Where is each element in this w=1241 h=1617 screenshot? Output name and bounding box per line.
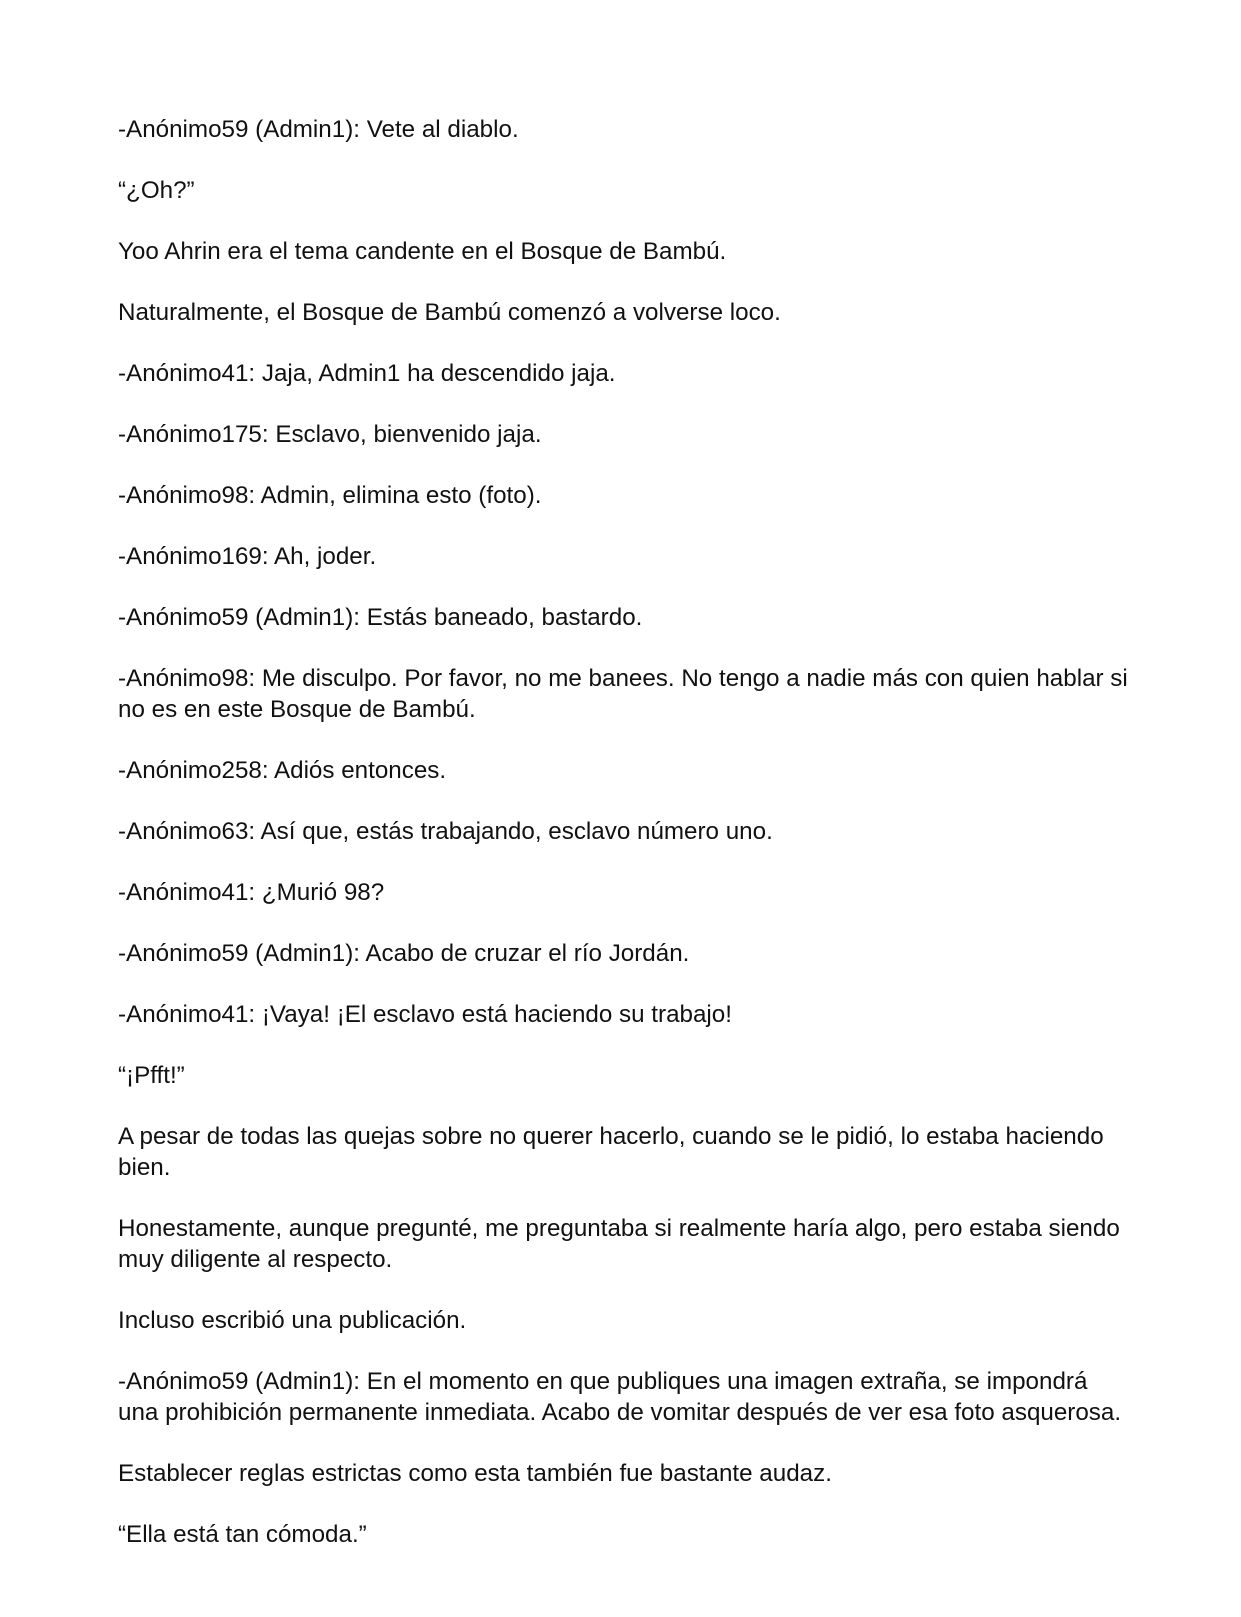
paragraph: -Anónimo59 (Admin1): Acabo de cruzar el río Jordán. [118, 940, 690, 967]
paragraph: Incluso escribió una publicación. [118, 1307, 467, 1334]
paragraph: -Anónimo63: Así que, estás trabajando, esclavo número uno. [118, 818, 773, 845]
paragraph: -Anónimo59 (Admin1): En el momento en que publiques una imagen extraña, se impondrá una prohibición permanente inmediata. Acabo de vomitar después de ver esa foto asquerosa. [118, 1368, 1122, 1426]
paragraph: -Anónimo59 (Admin1): Estás baneado, bastardo. [118, 604, 643, 631]
paragraph: “¿Oh?” [118, 177, 195, 204]
paragraph: -Anónimo41: ¡Vaya! ¡El esclavo está haciendo su trabajo! [118, 1001, 732, 1028]
paragraph: -Anónimo41: ¿Murió 98? [118, 879, 385, 906]
document-body [118, 114, 1128, 1580]
paragraph: -Anónimo175: Esclavo, bienvenido jaja. [118, 421, 542, 448]
paragraph: -Anónimo169: Ah, joder. [118, 543, 377, 570]
paragraph: -Anónimo98: Admin, elimina esto (foto). [118, 482, 542, 509]
paragraph: Yoo Ahrin era el tema candente en el Bosque de Bambú. [118, 238, 727, 265]
paragraph: -Anónimo98: Me disculpo. Por favor, no me banees. No tengo a nadie más con quien hablar si no es en este Bosque de Bambú. [118, 665, 1128, 723]
paragraph: A pesar de todas las quejas sobre no querer hacerlo, cuando se le pidió, lo estaba haciendo bien. [118, 1123, 1104, 1181]
paragraph: Establecer reglas estrictas como esta también fue bastante audaz. [118, 1460, 832, 1487]
paragraph: Naturalmente, el Bosque de Bambú comenzó a volverse loco. [118, 299, 781, 326]
paragraph: -Anónimo258: Adiós entonces. [118, 757, 447, 784]
paragraph: Honestamente, aunque pregunté, me preguntaba si realmente haría algo, pero estaba siendo muy diligente al respecto. [118, 1215, 1120, 1273]
paragraph: -Anónimo59 (Admin1): Vete al diablo. [118, 116, 519, 143]
paragraph: “Ella está tan cómoda.” [118, 1521, 367, 1548]
paragraph: -Anónimo41: Jaja, Admin1 ha descendido jaja. [118, 360, 616, 387]
paragraph: “¡Pfft!” [118, 1062, 185, 1089]
